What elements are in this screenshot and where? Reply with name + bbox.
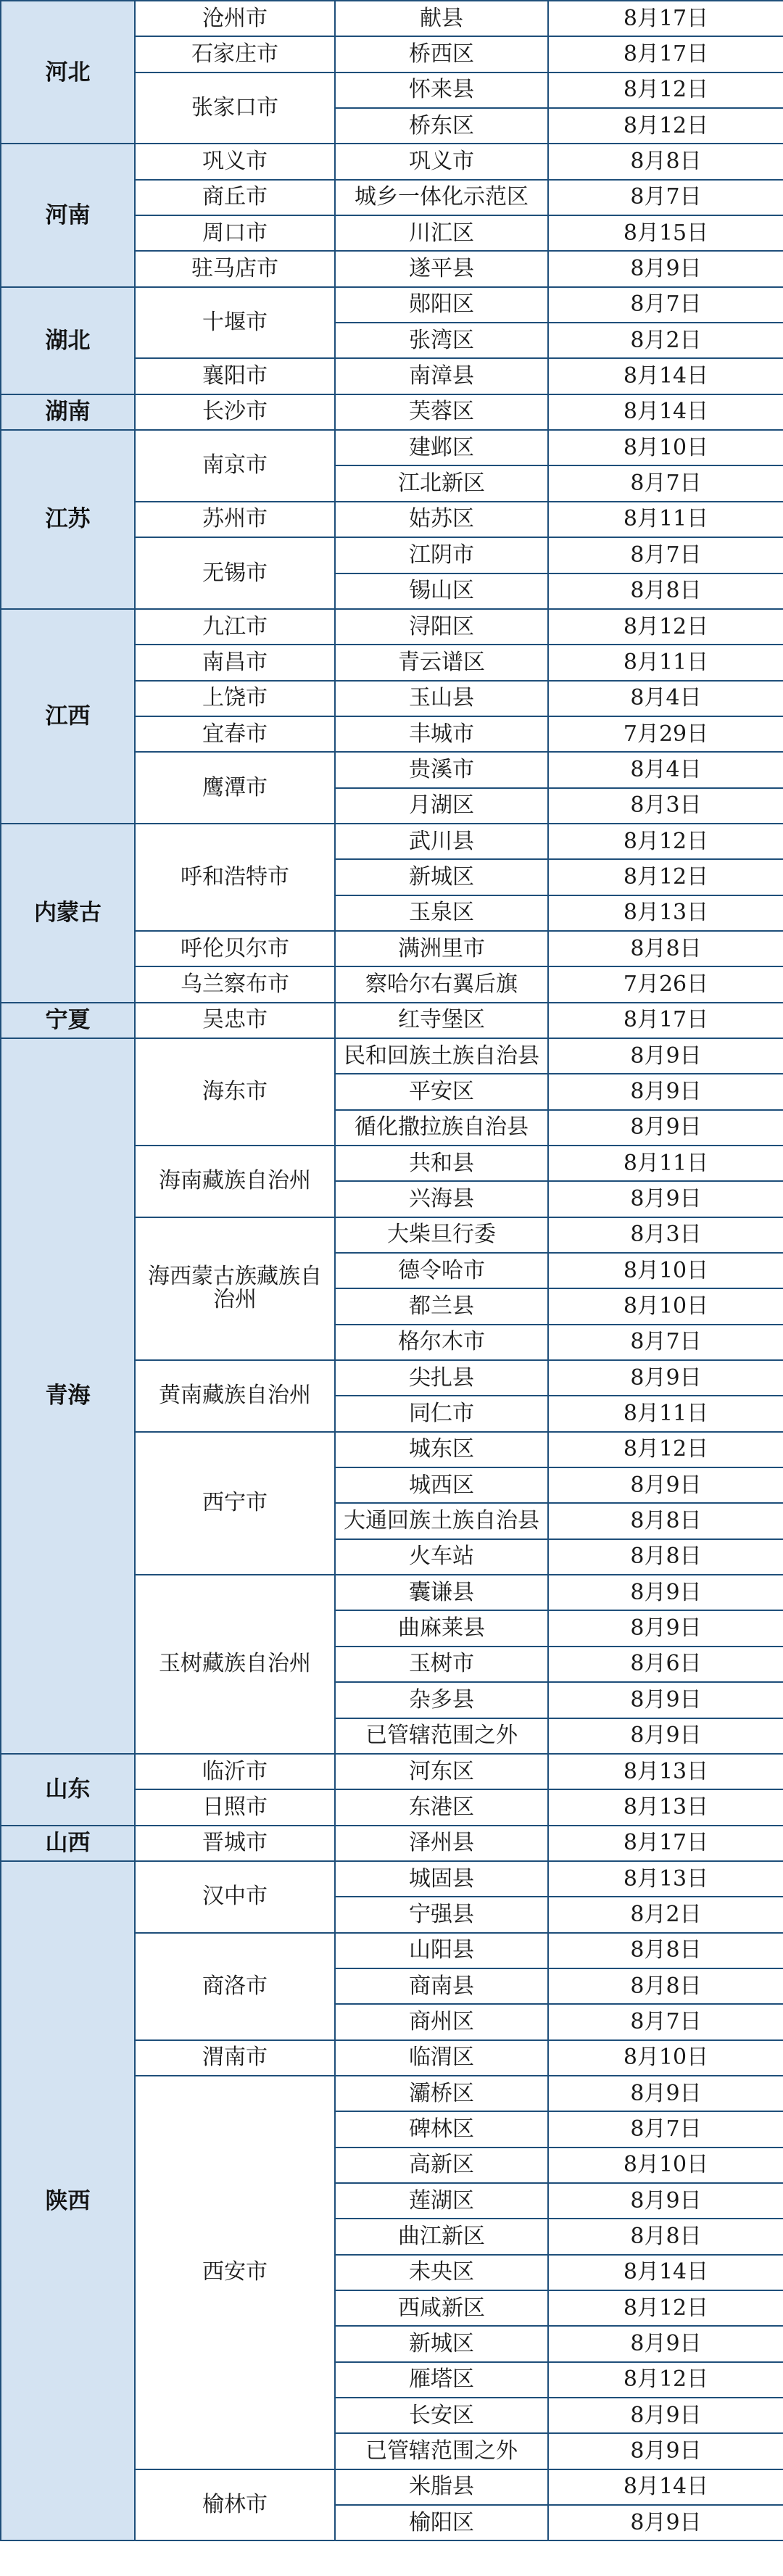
district-cell: 泽州县	[335, 1826, 548, 1861]
date-cell: 8月8日	[548, 573, 783, 609]
district-cell: 榆阳区	[335, 2505, 548, 2540]
date-cell: 8月12日	[548, 108, 783, 144]
district-cell: 浔阳区	[335, 609, 548, 645]
city-cell: 日照市	[135, 1789, 335, 1825]
date-cell: 8月13日	[548, 1754, 783, 1789]
district-cell: 米脂县	[335, 2469, 548, 2505]
date-cell: 8月3日	[548, 1217, 783, 1253]
district-cell: 平安区	[335, 1074, 548, 1109]
district-cell: 宁强县	[335, 1897, 548, 1932]
city-cell: 西宁市	[135, 1432, 335, 1575]
date-cell: 8月8日	[548, 1933, 783, 1968]
city-cell: 襄阳市	[135, 358, 335, 394]
district-cell: 已管辖范围之外	[335, 2433, 548, 2469]
district-cell: 火车站	[335, 1539, 548, 1575]
province-cell: 河北	[1, 1, 135, 144]
date-cell: 8月9日	[548, 1038, 783, 1074]
district-cell: 雁塔区	[335, 2362, 548, 2398]
city-cell: 渭南市	[135, 2040, 335, 2076]
district-cell: 山阳县	[335, 1933, 548, 1968]
date-cell: 8月12日	[548, 824, 783, 859]
city-cell: 南昌市	[135, 645, 335, 680]
city-cell: 宜春市	[135, 716, 335, 752]
district-cell: 商南县	[335, 1968, 548, 2004]
date-cell: 8月9日	[548, 1575, 783, 1610]
district-cell: 桥西区	[335, 36, 548, 72]
district-cell: 锡山区	[335, 573, 548, 609]
date-cell: 8月12日	[548, 2290, 783, 2326]
city-cell: 南京市	[135, 430, 335, 502]
date-cell: 8月8日	[548, 1539, 783, 1575]
city-cell: 上饶市	[135, 681, 335, 716]
date-cell: 8月9日	[548, 1610, 783, 1646]
date-cell: 8月10日	[548, 2040, 783, 2076]
district-cell: 郧阳区	[335, 287, 548, 323]
district-cell: 芙蓉区	[335, 394, 548, 430]
district-cell: 大柴旦行委	[335, 1217, 548, 1253]
district-cell: 西咸新区	[335, 2290, 548, 2326]
district-cell: 民和回族土族自治县	[335, 1038, 548, 1074]
province-cell: 宁夏	[1, 1003, 135, 1038]
date-cell: 8月9日	[548, 2398, 783, 2433]
district-cell: 曲麻莱县	[335, 1610, 548, 1646]
district-cell: 共和县	[335, 1146, 548, 1181]
date-cell: 8月6日	[548, 1647, 783, 1682]
city-cell: 驻马店市	[135, 251, 335, 286]
date-cell: 8月17日	[548, 1003, 783, 1038]
district-cell: 河东区	[335, 1754, 548, 1789]
city-cell: 临沂市	[135, 1754, 335, 1789]
district-cell: 贵溪市	[335, 752, 548, 787]
date-cell: 8月9日	[548, 251, 783, 286]
date-cell: 8月10日	[548, 430, 783, 465]
table-row	[1, 430, 783, 465]
district-cell: 尖扎县	[335, 1360, 548, 1396]
district-cell: 新城区	[335, 859, 548, 895]
date-cell: 8月9日	[548, 2326, 783, 2361]
district-cell: 遂平县	[335, 251, 548, 286]
date-cell: 8月8日	[548, 144, 783, 179]
date-cell: 8月13日	[548, 1861, 783, 1897]
date-cell: 8月2日	[548, 323, 783, 358]
date-cell: 8月17日	[548, 1826, 783, 1861]
city-cell: 商洛市	[135, 1933, 335, 2040]
district-cell: 临渭区	[335, 2040, 548, 2076]
district-cell: 商州区	[335, 2004, 548, 2039]
district-cell: 格尔木市	[335, 1325, 548, 1360]
city-cell: 呼和浩特市	[135, 824, 335, 931]
table-row	[1, 1754, 783, 1789]
date-cell: 8月9日	[548, 2076, 783, 2111]
district-cell: 东港区	[335, 1789, 548, 1825]
city-cell: 呼伦贝尔市	[135, 931, 335, 966]
date-cell: 8月9日	[548, 1074, 783, 1109]
table-row	[1, 287, 783, 323]
city-cell: 周口市	[135, 215, 335, 251]
district-cell: 长安区	[335, 2398, 548, 2433]
date-cell: 8月4日	[548, 752, 783, 787]
district-cell: 江北新区	[335, 465, 548, 501]
district-cell: 兴海县	[335, 1181, 548, 1217]
city-cell: 无锡市	[135, 537, 335, 609]
district-cell: 城东区	[335, 1432, 548, 1467]
date-cell: 7月26日	[548, 966, 783, 1002]
city-cell: 西安市	[135, 2076, 335, 2469]
province-cell: 湖北	[1, 287, 135, 394]
date-cell: 8月8日	[548, 1968, 783, 2004]
city-cell: 玉树藏族自治州	[135, 1575, 335, 1754]
district-cell: 高新区	[335, 2148, 548, 2183]
date-cell: 8月11日	[548, 645, 783, 680]
district-cell: 献县	[335, 1, 548, 36]
city-cell: 张家口市	[135, 73, 335, 144]
date-cell: 8月7日	[548, 287, 783, 323]
date-cell: 8月11日	[548, 1146, 783, 1181]
city-cell: 长沙市	[135, 394, 335, 430]
date-cell: 8月9日	[548, 1110, 783, 1146]
date-cell: 8月7日	[548, 1325, 783, 1360]
table-row	[1, 1003, 783, 1038]
date-cell: 8月14日	[548, 394, 783, 430]
city-cell: 海西蒙古族藏族自治州	[135, 1217, 335, 1360]
table-row	[1, 824, 783, 859]
date-cell: 8月12日	[548, 609, 783, 645]
province-cell: 湖南	[1, 394, 135, 430]
province-cell: 山西	[1, 1826, 135, 1861]
date-cell: 8月15日	[548, 215, 783, 251]
date-cell: 8月8日	[548, 2219, 783, 2254]
district-cell: 红寺堡区	[335, 1003, 548, 1038]
date-cell: 8月13日	[548, 895, 783, 931]
date-cell: 8月9日	[548, 1682, 783, 1718]
district-cell: 杂多县	[335, 1682, 548, 1718]
district-cell: 青云谱区	[335, 645, 548, 680]
date-cell: 8月9日	[548, 2183, 783, 2219]
district-cell: 巩义市	[335, 144, 548, 179]
district-cell: 城乡一体化示范区	[335, 180, 548, 215]
date-cell: 8月9日	[548, 1718, 783, 1754]
date-cell: 8月7日	[548, 2004, 783, 2039]
province-cell: 青海	[1, 1038, 135, 1754]
date-cell: 8月8日	[548, 1503, 783, 1538]
date-cell: 8月10日	[548, 1288, 783, 1324]
district-cell: 新城区	[335, 2326, 548, 2361]
date-cell: 8月14日	[548, 358, 783, 394]
district-cell: 曲江新区	[335, 2219, 548, 2254]
table-row	[1, 144, 783, 179]
table-row	[1, 1826, 783, 1861]
date-cell: 8月10日	[548, 2148, 783, 2183]
district-cell: 同仁市	[335, 1396, 548, 1431]
district-cell: 大通回族土族自治县	[335, 1503, 548, 1538]
district-cell: 城固县	[335, 1861, 548, 1897]
city-cell: 沧州市	[135, 1, 335, 36]
city-cell: 鹰潭市	[135, 752, 335, 824]
city-cell: 商丘市	[135, 180, 335, 215]
date-cell: 8月11日	[548, 502, 783, 537]
district-cell: 川汇区	[335, 215, 548, 251]
city-cell: 黄南藏族自治州	[135, 1360, 335, 1432]
date-cell: 8月17日	[548, 1, 783, 36]
district-cell: 玉山县	[335, 681, 548, 716]
province-cell: 内蒙古	[1, 824, 135, 1003]
table-body	[1, 1, 783, 2540]
city-cell: 苏州市	[135, 502, 335, 537]
city-cell: 海东市	[135, 1038, 335, 1146]
district-cell: 玉泉区	[335, 895, 548, 931]
date-cell: 8月9日	[548, 1467, 783, 1503]
province-cell: 陕西	[1, 1861, 135, 2541]
district-cell: 碑林区	[335, 2111, 548, 2147]
province-cell: 山东	[1, 1754, 135, 1826]
city-cell: 海南藏族自治州	[135, 1146, 335, 1217]
date-cell: 8月12日	[548, 73, 783, 108]
table-row	[1, 1038, 783, 1074]
table-row	[1, 609, 783, 645]
district-cell: 德令哈市	[335, 1253, 548, 1288]
date-cell: 8月9日	[548, 2505, 783, 2540]
date-cell: 8月7日	[548, 465, 783, 501]
date-cell: 8月12日	[548, 859, 783, 895]
district-cell: 张湾区	[335, 323, 548, 358]
date-cell: 8月13日	[548, 1789, 783, 1825]
table-row	[1, 1, 783, 36]
province-cell: 江苏	[1, 430, 135, 609]
district-cell: 怀来县	[335, 73, 548, 108]
date-cell: 8月3日	[548, 788, 783, 824]
district-cell: 玉树市	[335, 1647, 548, 1682]
district-cell: 囊谦县	[335, 1575, 548, 1610]
city-cell: 榆林市	[135, 2469, 335, 2541]
district-cell: 建邺区	[335, 430, 548, 465]
date-cell: 8月11日	[548, 1396, 783, 1431]
district-cell: 都兰县	[335, 1288, 548, 1324]
province-cell: 江西	[1, 609, 135, 824]
district-cell: 察哈尔右翼后旗	[335, 966, 548, 1002]
date-cell: 8月2日	[548, 1897, 783, 1932]
city-cell: 吴忠市	[135, 1003, 335, 1038]
district-cell: 已管辖范围之外	[335, 1718, 548, 1754]
date-cell: 8月4日	[548, 681, 783, 716]
district-cell: 丰城市	[335, 716, 548, 752]
district-cell: 灞桥区	[335, 2076, 548, 2111]
city-cell: 十堰市	[135, 287, 335, 359]
date-cell: 8月9日	[548, 2433, 783, 2469]
date-cell: 8月14日	[548, 2255, 783, 2290]
district-cell: 桥东区	[335, 108, 548, 144]
date-cell: 8月12日	[548, 2362, 783, 2398]
district-cell: 姑苏区	[335, 502, 548, 537]
district-cell: 南漳县	[335, 358, 548, 394]
district-cell: 武川县	[335, 824, 548, 859]
date-cell: 8月9日	[548, 1181, 783, 1217]
date-cell: 8月7日	[548, 180, 783, 215]
district-cell: 未央区	[335, 2255, 548, 2290]
district-cell: 满洲里市	[335, 931, 548, 966]
city-cell: 乌兰察布市	[135, 966, 335, 1002]
city-cell: 九江市	[135, 609, 335, 645]
date-cell: 8月12日	[548, 1432, 783, 1467]
date-cell: 8月14日	[548, 2469, 783, 2505]
district-cell: 莲湖区	[335, 2183, 548, 2219]
date-cell: 7月29日	[548, 716, 783, 752]
city-cell: 石家庄市	[135, 36, 335, 72]
city-cell: 晋城市	[135, 1826, 335, 1861]
city-cell: 巩义市	[135, 144, 335, 179]
district-cell: 循化撒拉族自治县	[335, 1110, 548, 1146]
table-row	[1, 1861, 783, 1897]
date-cell: 8月7日	[548, 2111, 783, 2147]
city-cell: 汉中市	[135, 1861, 335, 1933]
date-cell: 8月17日	[548, 36, 783, 72]
district-cell: 江阴市	[335, 537, 548, 573]
date-cell: 8月7日	[548, 537, 783, 573]
date-cell: 8月8日	[548, 931, 783, 966]
province-cell: 河南	[1, 144, 135, 286]
district-cell: 城西区	[335, 1467, 548, 1503]
table-row	[1, 394, 783, 430]
district-cell: 月湖区	[335, 788, 548, 824]
date-cell: 8月10日	[548, 1253, 783, 1288]
date-cell: 8月9日	[548, 1360, 783, 1396]
